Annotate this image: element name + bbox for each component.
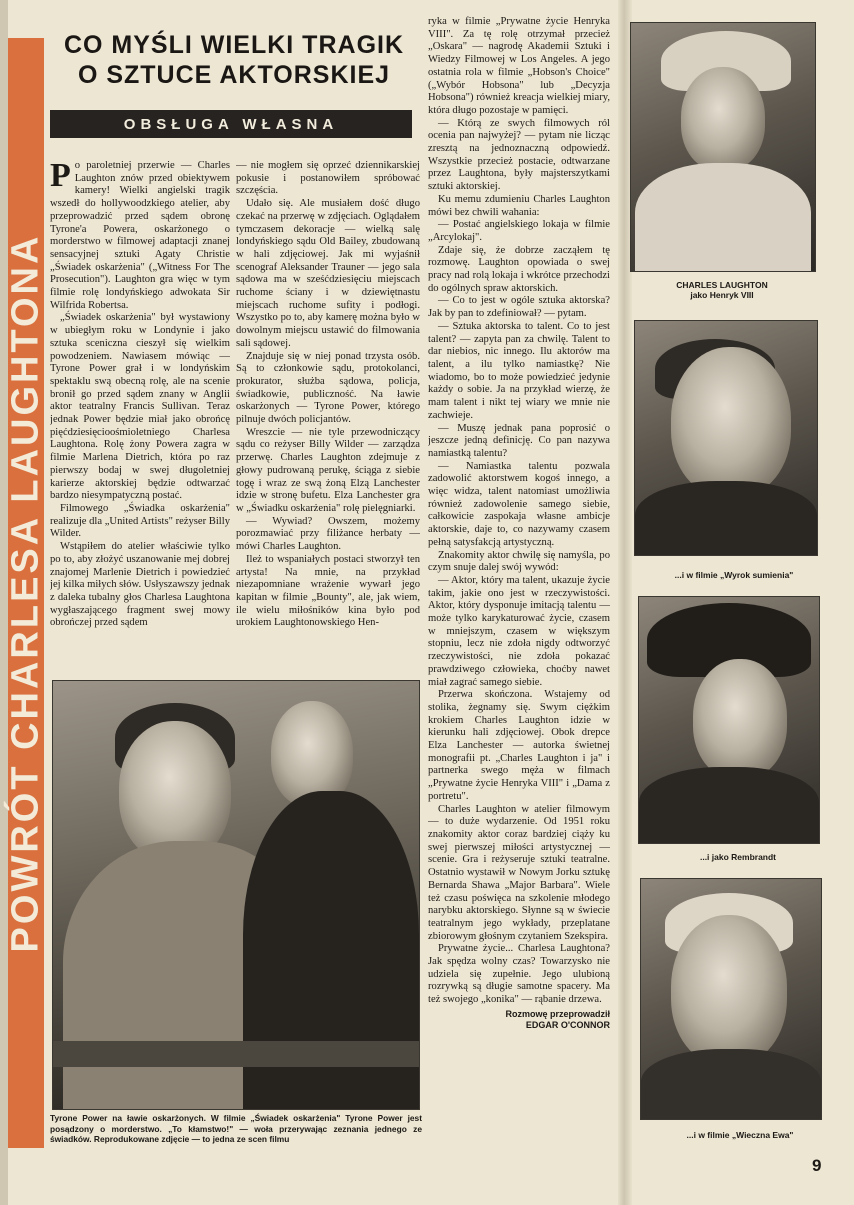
paragraph: o paroletniej przerwie — Charles Laughton znów przed obiektywem kamery! Wielki angielski tragik wszedł do hollywoodzkiego atelier, aby przeprowadzić przed sądem obronę Tyrone'a Powera, oskarżonego o morderstwo w filmowej adaptacji znanej sensacyjnej sztuki Agaty Christie „Świadek oskarżenia" („Witness For The Prosecution"). Laughton gra więc w tym filmie rolę londyńskiego adwokata Sir Wilfrida Robertsa. bbox=[50, 160, 230, 311]
credit-line-1: Rozmowę przeprowadził bbox=[505, 1008, 610, 1019]
paragraph: „Świadek oskarżenia" był wystawiony w ubiegłym roku w Londynie i jako sztuka sceniczna cieszył się wielkim powodzeniem. Nawiasem mówiąc — Tyrone Power grał i w londyńskim spektaklu swą obecną rolę, ale na scenie bronił go przed sądem znany w Anglii aktor teatralny Francis Sullivan. Teraz jednak Power będzie miał jako obrońcę pięćdziesięcioośmioletniego Charlesa Laughtona. Rolę żony Powera zagra w filmie Marlena Dietrich, która po raz pierwszy bodaj w swej długoletniej karierze aktorskiej będzie odtwarzać bardzo niesympatyczną postać. bbox=[50, 312, 230, 502]
paragraph: — Którą ze swych filmowych ról ocenia pan najwyżej? — pytam nie licząc zresztą na jednoznaczną odpowiedź. Wszystkie przecież postacie, odtwarzane przez Laughtona, były majsterszytkami sztuki aktorskiej. bbox=[428, 117, 610, 193]
photo-figure bbox=[641, 1049, 821, 1120]
paragraph: Ku memu zdumieniu Charles Laughton mówi bez chwili wahania: bbox=[428, 193, 610, 218]
title-line-2: O SZTUCE AKTORSKIEJ bbox=[77, 61, 391, 89]
caption-line-2: jako Henryk VIII bbox=[690, 290, 754, 300]
paragraph: Udało się. Ale musiałem dość długo czekać na przerwę w zdjęciach. Oglądałem tymczasem dekoracje — wielką salę londyńskiego sądu Old Bailey, zbudowaną w hali zdjęciowej. Jak mi wyjaśnił scenograf Aleksander Trauner — jego sala sądowa ma w sześćdziesięciu miejscach ruchome ściany i w dziewiętnastu miejscach ruchome sufity i podłogi. Wszystko po to, aby kamerę można było w dowolnym miejscu ustawić do filmowania sali sądowej. bbox=[236, 198, 420, 349]
paragraph: — Muszę jednak pana poprosić o jeszcze jedną definicję. Co pan nazywa namiastką talentu? bbox=[428, 422, 610, 459]
text-column-1 bbox=[50, 160, 230, 670]
side-banner-text: POWRÓT CHARLESA LAUGHTONA bbox=[4, 233, 47, 953]
main-photo bbox=[52, 680, 420, 1110]
photo-figure bbox=[635, 163, 811, 272]
paragraph: Wstąpiłem do atelier właściwie tylko po to, aby złożyć uszanowanie mej dobrej znajomej Marlenie Dietrich i powiedzieć jej kilka miłych słów. Usłyszawszy jednak z daleka tubalny głos Charlesa Laughtona wygłaszającego fragment swej mowy obrończej przed sądem bbox=[50, 541, 230, 629]
paragraph: Ileż to wspaniałych postaci stworzył ten artysta! Na mnie, na przykład niezapomniane wrażenie wywarł jego kapitan w filmie „Bounty", ale, jak wiem, ile wielu miłośników kina było pod urokiem Laughtonowskiego Hen- bbox=[236, 553, 420, 629]
paragraph: — Co to jest w ogóle sztuka aktorska? Jak by pan to zdefiniował? — pytam. bbox=[428, 295, 610, 320]
paragraph: Znakomity aktor chwilę się namyśla, po czym snuje dalej swój wywód: bbox=[428, 549, 610, 574]
paragraph: — Wywiad? Owszem, możemy porozmawiać przy filiżance herbaty — mówi Charles Laughton. bbox=[236, 515, 420, 553]
caption-henry-viii bbox=[630, 280, 814, 300]
page-number: 9 bbox=[812, 1156, 822, 1175]
interview-credit bbox=[428, 1009, 610, 1031]
caption-line-1: CHARLES LAUGHTON bbox=[676, 280, 768, 290]
paragraph: Filmowego „Świadka oskarżenia" realizuje dla „United Artists" reżyser Billy Wilder. bbox=[50, 502, 230, 540]
caption-rembrandt: ...i jako Rembrandt bbox=[699, 852, 777, 862]
paragraph: — Postać angielskiego lokaja w filmie „Arcylokaj". bbox=[428, 219, 610, 243]
photo-wyrok-sumienia bbox=[634, 320, 818, 556]
photo-henry-viii bbox=[630, 22, 816, 272]
side-banner bbox=[4, 38, 47, 1148]
paragraph: Zdaje się, że dobrze zacząłem tę rozmowę. Laughton opowiada o swej pracy nad rolą lokaja i wkrótce przechodzi do ogólnych spraw aktorskich. bbox=[428, 244, 610, 294]
paragraph: Wreszcie — nie tyle przewodniczący sądu co reżyser Billy Wilder — zarządza przerwę. Charles Laughton zdejmuje z głowy pudrowaną perukę, ściąga z siebie togę i wraz ze swą żoną Elzą Lanchester idzie w stronę bufetu. Elza Lanchester gra w „Świadku oskarżenia" rolę pielęgniarki. bbox=[236, 426, 420, 514]
paragraph: — Namiastka talentu pozwala zadowolić aktorstwem kogoś innego, a więc widza, talent natomiast umożliwia również zadowolenie samego siebie, całkowicie zaspokaja własne ambicje aktorskie, daje to, co nazywamy czasem pełną satysfakcją artystyczną. bbox=[428, 460, 610, 548]
paragraph: ryka w filmie „Prywatne życie Henryka VIII". Za tę rolę otrzymał przecież „Oskara" — nagrodę Akademii Sztuki i Wiedzy Filmowej w Los Angeles. A jego ostatnia rola w filmie „Hobson's Choice" („Wybór Hobsona" lub „Decyzja Hobsona") również kreacja wielkiej miary, która długo pozostaje w pamięci. bbox=[428, 16, 610, 116]
paragraph: — Sztuka aktorska to talent. Co to jest talent? — zapyta pan za chwilę. Talent to dar niebios, nic innego. Ilu aktorów ma talent, a ilu tylko namiastkę? Nie wiadomo, bo to może powiedzieć jedynie każdy o sobie. Ja na przykład wierzę, że mam talent i nikt tej wiary we mnie nie zachwieje. bbox=[428, 320, 610, 421]
photo-rail bbox=[53, 1041, 419, 1067]
photo-figure bbox=[635, 481, 817, 556]
photo-figure bbox=[681, 67, 765, 171]
text-column-2 bbox=[236, 160, 420, 670]
paragraph: — Aktor, który ma talent, ukazuje życie takim, jakie ono jest w rzeczywistości. Aktor, który dysponuje imitacją talentu — może tylko karykaturować życie, czasem w mniejszym, czasem w większym stopniu, lecz nie zdoła nigdy odtworzyć rzeczywistości, nie zdoła pokazać prawdziwego człowieka, choćby nawet miał zagrać samego siebie. bbox=[428, 574, 610, 688]
main-photo-caption: Tyrone Power na ławie oskarżonych. W filmie „Świadek oskarżenia" Tyrone Power jest posądzony o morderstwo. „To kłamstwo!" — woła przerywając zeznania jednego ze świadków. Reprodukowane zdjęcie — to jedna ze scen filmu bbox=[50, 1113, 422, 1144]
drop-cap: P bbox=[50, 160, 71, 194]
paragraph: Prywatne życie... Charlesa Laughtona? Jak spędza wolny czas? Towarzysko nie udziela się zupełnie. Jego ulubioną rozrywką są długie samotne spacery. Ma też swojego „konika" — rąbanie drzewa. bbox=[428, 943, 610, 1006]
paragraph: Przerwa skończona. Wstajemy od stolika, żegnamy się. Swym ciężkim krokiem Charles Laughton idzie w kierunku hali zdjęciowej. Obok drepce Elza Lanchester — autorka świetnej monografii pt. „Charles Laughton i ja" i partnerka swego męża w filmach „Prywatne życie Henryka VIII" i „Dama z portretu". bbox=[428, 689, 610, 802]
article-title bbox=[48, 30, 420, 90]
photo-wieczna-ewa bbox=[640, 878, 822, 1120]
paragraph: — nie mogłem się oprzeć dziennikarskiej pokusie i postanowiłem spróbować szczęścia. bbox=[236, 160, 420, 197]
paragraph: Charles Laughton w atelier filmowym — to duże wydarzenie. Od 1951 roku znakomity aktor coraz bardziej ciąży ku swej pierwszej miłości artystycznej — scenie. Gra i reżyseruje sztuki teatralne. Ostatnio wystawił w Nowym Jorku sztukę Bernarda Shawa „Major Barbara". Wiele też czasu poświęca na szkolenie młodego narybku aktorskiego. Słynne są w świecie teatralnym jego wykłady, przeplatane zbiorowym głośnym czytaniem Szekspira. bbox=[428, 803, 610, 942]
section-bar: OBSŁUGA WŁASNA bbox=[50, 110, 412, 138]
credit-author: EDGAR O'CONNOR bbox=[525, 1019, 610, 1030]
photo-figure bbox=[671, 915, 787, 1065]
caption-wyrok-sumienia: ...i w filmie „Wyrok sumienia" bbox=[674, 570, 794, 580]
caption-wieczna-ewa: ...i w filmie „Wieczna Ewa" bbox=[686, 1130, 794, 1140]
photo-figure bbox=[693, 659, 787, 779]
photo-rembrandt bbox=[638, 596, 820, 844]
paragraph: Znajduje się w niej ponad trzysta osób. Są to członkowie sądu, protokolanci, prokurator, służba sądowa, policja, świadkowie, publiczność. Na ławie oskarżonych — Tyrone Power, którego pilnuje dwóch policjantów. bbox=[236, 350, 420, 426]
title-line-1: CO MYŚLI WIELKI TRAGIK bbox=[63, 31, 405, 59]
photo-figure bbox=[639, 767, 819, 844]
photo-figure bbox=[671, 347, 791, 497]
photo-figure bbox=[119, 721, 231, 861]
text-column-3 bbox=[428, 16, 610, 1112]
